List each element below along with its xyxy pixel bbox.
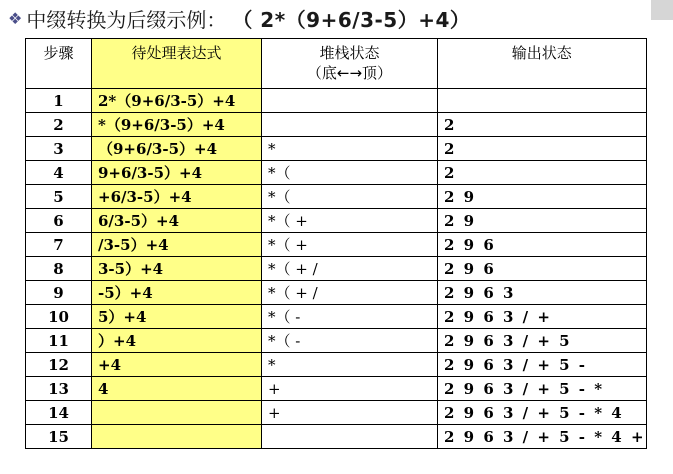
cell-step: 15 — [26, 425, 92, 449]
table-row — [26, 353, 647, 377]
table-row — [26, 425, 647, 449]
table-row — [26, 161, 647, 185]
header-step: 步骤 — [26, 39, 92, 89]
cell-step: 13 — [26, 377, 92, 401]
cell-stack: *（ + — [262, 233, 438, 257]
cell-step: 12 — [26, 353, 92, 377]
cell-output: 2 9 6 — [438, 233, 647, 257]
cell-step: 1 — [26, 89, 92, 113]
corner-shade — [651, 0, 673, 20]
cell-stack: *（ + / — [262, 257, 438, 281]
cell-output: 2 9 6 3 / + 5 - * 4 + — [438, 425, 647, 449]
header-stack-label: 堆栈状态 — [319, 44, 380, 62]
header-stack — [262, 39, 438, 89]
table-row — [26, 137, 647, 161]
cell-step: 11 — [26, 329, 92, 353]
table-row — [26, 305, 647, 329]
cell-pending — [92, 425, 262, 449]
table-row — [26, 233, 647, 257]
cell-pending: +6/3-5）+4 — [92, 185, 262, 209]
cell-step: 3 — [26, 137, 92, 161]
cell-stack — [262, 113, 438, 137]
slide-title — [8, 2, 470, 34]
table-row — [26, 89, 647, 113]
cell-stack: *（ + / — [262, 281, 438, 305]
table-row — [26, 329, 647, 353]
conversion-table — [25, 38, 647, 449]
cell-output — [438, 89, 647, 113]
cell-output: 2 9 6 — [438, 257, 647, 281]
cell-step: 6 — [26, 209, 92, 233]
diamond-bullet-icon: ❖ — [8, 8, 23, 28]
table-row — [26, 281, 647, 305]
cell-step: 5 — [26, 185, 92, 209]
cell-step: 4 — [26, 161, 92, 185]
cell-pending: /3-5）+4 — [92, 233, 262, 257]
cell-output: 2 9 6 3 / + — [438, 305, 647, 329]
cell-output: 2 — [438, 113, 647, 137]
cell-pending: （9+6/3-5）+4 — [92, 137, 262, 161]
cell-step: 14 — [26, 401, 92, 425]
table-row — [26, 113, 647, 137]
cell-step: 10 — [26, 305, 92, 329]
cell-stack: *（ — [262, 185, 438, 209]
cell-stack — [262, 89, 438, 113]
table-body — [26, 89, 647, 449]
cell-pending: 9+6/3-5）+4 — [92, 161, 262, 185]
cell-pending: 4 — [92, 377, 262, 401]
cell-pending: 6/3-5）+4 — [92, 209, 262, 233]
header-stack-note: （底←→顶） — [306, 64, 393, 82]
cell-step: 9 — [26, 281, 92, 305]
table-row — [26, 401, 647, 425]
cell-pending: +4 — [92, 353, 262, 377]
cell-pending: -5）+4 — [92, 281, 262, 305]
cell-pending: ）+4 — [92, 329, 262, 353]
cell-output: 2 9 — [438, 209, 647, 233]
table-row — [26, 377, 647, 401]
table-row — [26, 209, 647, 233]
cell-stack: *（ — [262, 161, 438, 185]
title-text: 中缀转换为后缀示例： — [26, 7, 227, 32]
cell-pending: 3-5）+4 — [92, 257, 262, 281]
cell-stack: * — [262, 137, 438, 161]
cell-stack: *（ - — [262, 329, 438, 353]
cell-stack: + — [262, 377, 438, 401]
cell-output: 2 9 6 3 / + 5 - * 4 — [438, 401, 647, 425]
cell-output: 2 — [438, 161, 647, 185]
cell-stack: + — [262, 401, 438, 425]
cell-pending — [92, 401, 262, 425]
cell-output: 2 9 6 3 / + 5 - — [438, 353, 647, 377]
header-output: 输出状态 — [438, 39, 647, 89]
cell-pending: *（9+6/3-5）+4 — [92, 113, 262, 137]
cell-step: 7 — [26, 233, 92, 257]
table-row — [26, 257, 647, 281]
cell-stack: * — [262, 353, 438, 377]
cell-step: 2 — [26, 113, 92, 137]
cell-pending: 2*（9+6/3-5）+4 — [92, 89, 262, 113]
cell-stack — [262, 425, 438, 449]
cell-output: 2 9 6 3 / + 5 - * — [438, 377, 647, 401]
cell-pending: 5）+4 — [92, 305, 262, 329]
table-row — [26, 185, 647, 209]
cell-stack: *（ + — [262, 209, 438, 233]
table-header-row — [26, 39, 647, 89]
header-pending: 待处理表达式 — [92, 39, 262, 89]
title-expression: （ 2*（9+6/3-5）+4） — [232, 7, 471, 32]
cell-output: 2 9 6 3 — [438, 281, 647, 305]
cell-step: 8 — [26, 257, 92, 281]
cell-output: 2 — [438, 137, 647, 161]
cell-output: 2 9 6 3 / + 5 — [438, 329, 647, 353]
cell-output: 2 9 — [438, 185, 647, 209]
cell-stack: *（ - — [262, 305, 438, 329]
